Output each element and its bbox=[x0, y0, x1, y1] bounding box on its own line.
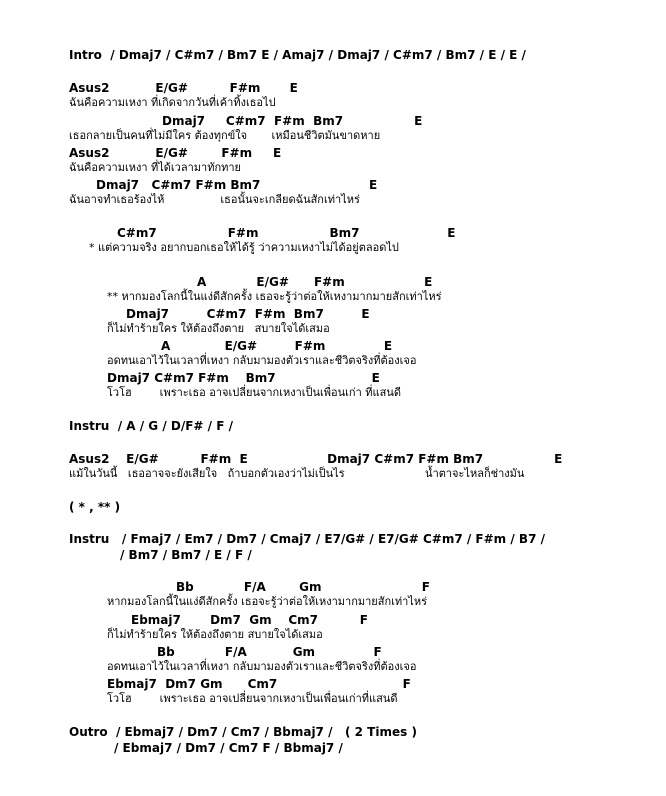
verse1-chords-1: Asus2 E/G# F#m E bbox=[69, 81, 298, 95]
chorus2-lyrics-1: หากมองโลกนี้ในแง่ดีสักครั้ง เธอจะรู้ว่าต่อให้เหงามากมายสักเท่าไหร่ bbox=[107, 595, 427, 608]
chorus-chords-1: A E/G# F#m E bbox=[197, 275, 433, 289]
chorus2-chords-3: Bb F/A Gm F bbox=[157, 645, 382, 659]
repeat-marker: ( * , ** ) bbox=[69, 500, 121, 514]
prechorus-chords: C#m7 F#m Bm7 E bbox=[117, 226, 456, 240]
chorus2-lyrics-4: โวโฮ เพราะเธอ อาจเปลี่ยนจากเหงาเป็นเพื่อนเก่าที่แสนดี bbox=[107, 692, 398, 705]
verse1-lyrics-2: เธอกลายเป็นคนที่ไม่มีใคร ต้องทุกข์ใจ เหมือนชีวิตมันขาดหาย bbox=[69, 129, 381, 142]
verse1-lyrics-4: ฉันอาจทำเธอร้องไห้ เธอนั้นจะเกลียดฉันสักเท่าไหร่ bbox=[69, 193, 360, 206]
chorus2-lyrics-2: ก็ไม่ทำร้ายใคร ให้ต้องถึงตาย สบายใจได้เสมอ bbox=[107, 628, 323, 641]
verse2-chords: Asus2 E/G# F#m E Dmaj7 C#m7 F#m Bm7 E bbox=[69, 452, 563, 466]
outro-line-1: Outro / Ebmaj7 / Dm7 / Cm7 / Bbmaj7 / ( 2 Times ) bbox=[69, 725, 417, 739]
intro-line: Intro / Dmaj7 / C#m7 / Bm7 E / Amaj7 / Dmaj7 / C#m7 / Bm7 / E / E / bbox=[69, 48, 526, 62]
chorus-chords-4: Dmaj7 C#m7 F#m Bm7 E bbox=[107, 371, 380, 385]
verse2-lyrics: แม้ในวันนี้ เธออาจจะยังเสียใจ ถ้าบอกตัวเองว่าไม่เป็นไร น้ำตาจะไหลก็ช่างมัน bbox=[69, 467, 525, 480]
chorus-lyrics-3: อดทนเอาไว้ในเวลาที่เหงา กลับมามองตัวเราและชีวิตจริงที่ต้องเจอ bbox=[107, 354, 417, 367]
chorus2-chords-1: Bb F/A Gm F bbox=[176, 580, 430, 594]
outro-line-2: / Ebmaj7 / Dm7 / Cm7 F / Bbmaj7 / bbox=[114, 741, 343, 755]
chorus-lyrics-4: โวโฮ เพราะเธอ อาจเปลี่ยนจากเหงาเป็นเพื่อนเก่า ที่แสนดี bbox=[107, 386, 401, 399]
prechorus-lyrics: * แต่ความจริง อยากบอกเธอให้ได้รู้ ว่าความเหงาไม่ได้อยู่ตลอดไป bbox=[89, 241, 399, 254]
instru2-line-2: / Bm7 / Bm7 / E / F / bbox=[120, 548, 252, 562]
verse1-lyrics-3: ฉันคือความเหงา ที่ได้เวลามาทักทาย bbox=[69, 161, 241, 174]
verse1-chords-2: Dmaj7 C#m7 F#m Bm7 E bbox=[162, 114, 423, 128]
chorus-chords-3: A E/G# F#m E bbox=[161, 339, 393, 353]
chorus2-chords-2: Ebmaj7 Dm7 Gm Cm7 F bbox=[131, 613, 368, 627]
verse1-chords-4: Dmaj7 C#m7 F#m Bm7 E bbox=[96, 178, 378, 192]
verse1-lyrics-1: ฉันคือความเหงา ที่เกิดจากวันที่เค้าทิ้งเธอไป bbox=[69, 96, 276, 109]
instru-line-1: Instru / A / G / D/F# / F / bbox=[69, 419, 233, 433]
instru2-line-1: Instru / Fmaj7 / Em7 / Dm7 / Cmaj7 / E7/G# / E7/G# C#m7 / F#m / B7 / bbox=[69, 532, 545, 546]
chorus2-chords-4: Ebmaj7 Dm7 Gm Cm7 F bbox=[107, 677, 411, 691]
chorus-lyrics-2: ก็ไม่ทำร้ายใคร ให้ต้องถึงตาย สบายใจได้เสมอ bbox=[107, 322, 330, 335]
chorus-chords-2: Dmaj7 C#m7 F#m Bm7 E bbox=[126, 307, 370, 321]
verse1-chords-3: Asus2 E/G# F#m E bbox=[69, 146, 282, 160]
chorus2-lyrics-3: อดทนเอาไว้ในเวลาที่เหงา กลับมามองตัวเราและชีวิตจริงที่ต้องเจอ bbox=[107, 660, 417, 673]
chorus-lyrics-1: ** หากมองโลกนี้ในแง่ดีสักครั้ง เธอจะรู้ว่าต่อให้เหงามากมายสักเท่าไหร่ bbox=[107, 290, 442, 303]
